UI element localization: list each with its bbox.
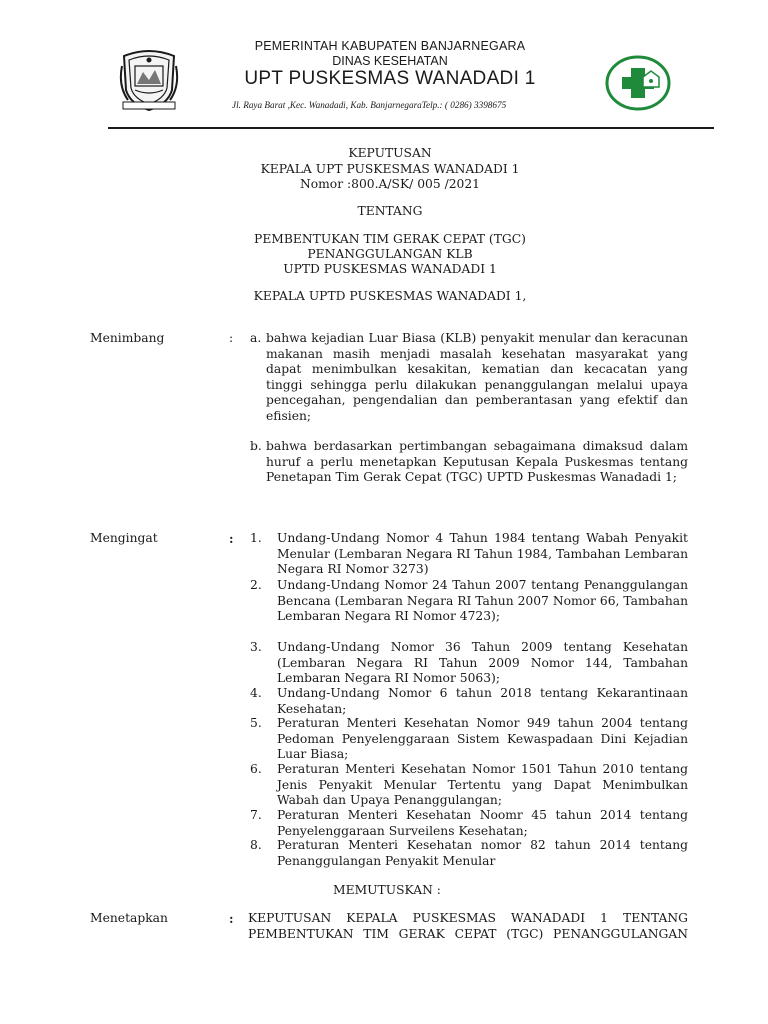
mengingat-marker-6: 6. — [250, 762, 262, 776]
mengingat-marker-4: 4. — [250, 686, 262, 700]
header-department: DINAS KESEHATAN — [332, 54, 448, 68]
menimbang-item-a: bahwa kejadian Luar Biasa (KLB) penyakit menular dan keracunan makanan masih menjadi masalah kesehatan masyarakat yang dapat menimbulkan kesakitan, kematian dan kecacatan yang tinggi sehingga perlu dilakukan penanggulangan melalui upaya pencegahan, pengendalian dan pemberantasan yang efektif dan efisien; — [266, 331, 688, 423]
menimbang-marker-a: a. — [250, 331, 262, 345]
kepala-heading: KEPALA UPTD PUSKESMAS WANADADI 1, — [253, 289, 527, 303]
mengingat-item-8: Peraturan Menteri Kesehatan nomor 82 tahun 2014 tentang Penanggulangan Penyakit Menular — [277, 838, 688, 868]
header-institution: UPT PUSKESMAS WANADADI 1 — [244, 68, 536, 89]
menetapkan-colon: : — [229, 911, 234, 926]
header-address: Jl. Raya Barat ,Kec. Wanadadi, Kab. BanjarnegaraTelp.: ( 0286) 3398675 — [232, 100, 507, 110]
menimbang-marker-b: b. — [250, 439, 262, 453]
subject-line-3: UPTD PUSKESMAS WANADADI 1 — [283, 262, 497, 276]
mengingat-marker-1: 1. — [250, 531, 262, 545]
mengingat-item-1: Undang-Undang Nomor 4 Tahun 1984 tentang Wabah Penyakit Menular (Lembaran Negara RI Tahun 1984, Tambahan Lembaran Negara RI Nomor 3273) — [277, 531, 688, 577]
mengingat-label: Mengingat — [90, 531, 158, 545]
header-divider — [108, 127, 714, 129]
menimbang-colon: : — [229, 331, 234, 345]
mengingat-item-4: Undang-Undang Nomor 6 tahun 2018 tentang Kekarantinaan Kesehatan; — [277, 686, 688, 716]
banjarnegara-emblem-icon — [118, 46, 180, 112]
memutuskan-heading: MEMUTUSKAN : — [333, 883, 441, 897]
mengingat-marker-2: 2. — [250, 578, 262, 592]
mengingat-item-3: Undang-Undang Nomor 36 Tahun 2009 tentang Kesehatan (Lembaran Negara RI Tahun 2009 Nomor 144, Tambahan Lembaran Negara RI Nomor 5063); — [277, 640, 688, 686]
mengingat-colon: : — [229, 531, 234, 546]
puskesmas-logo-icon — [605, 55, 671, 111]
mengingat-item-7: Peraturan Menteri Kesehatan Noomr 45 tahun 2014 tentang Penyelenggaraan Surveilens Kesehatan; — [277, 808, 688, 838]
mengingat-marker-3: 3. — [250, 640, 262, 654]
menimbang-label: Menimbang — [90, 331, 165, 345]
mengingat-item-6: Peraturan Menteri Kesehatan Nomor 1501 Tahun 2010 tentang Jenis Penyakit Menular Tertentu yang Dapat Menimbulkan Wabah dan Upaya Penanggulangan; — [277, 762, 688, 808]
header-government: PEMERINTAH KABUPATEN BANJARNEGARA — [254, 39, 526, 53]
subject-line-1: PEMBENTUKAN TIM GERAK CEPAT (TGC) — [254, 232, 526, 246]
doc-type: KEPUTUSAN — [348, 146, 432, 160]
doc-number: Nomor :800.A/SK/ 005 /2021 — [299, 177, 481, 191]
mengingat-marker-5: 5. — [250, 716, 262, 730]
doc-issuer: KEPALA UPT PUSKESMAS WANADADI 1 — [260, 162, 520, 176]
subject-line-2: PENANGGULANGAN KLB — [307, 247, 473, 261]
menetapkan-label: Menetapkan — [90, 911, 168, 925]
mengingat-marker-8: 8. — [250, 838, 262, 852]
menimbang-item-b: bahwa berdasarkan pertimbangan sebagaimana dimaksud dalam huruf a perlu menetapkan Keputusan Kepala Puskesmas tentang Penetapan Tim Gerak Cepat (TGC) UPTD Puskesmas Wanadadi 1; — [266, 439, 688, 485]
mengingat-item-2: Undang-Undang Nomor 24 Tahun 2007 tentang Penanggulangan Bencana (Lembaran Negara RI Tahun 2007 Nomor 66, Tambahan Lembaran Negara RI Nomor 4723); — [277, 578, 688, 624]
mengingat-marker-7: 7. — [250, 808, 262, 822]
mengingat-item-5: Peraturan Menteri Kesehatan Nomor 949 tahun 2004 tentang Pedoman Penyelenggaraan Sistem Kewaspadaan Dini Kejadian Luar Biasa; — [277, 716, 688, 762]
menetapkan-text: KEPUTUSAN KEPALA PUSKESMAS WANADADI 1 TENTANG PEMBENTUKAN TIM GERAK CEPAT (TGC) PENANGGULANGAN — [248, 911, 688, 941]
tentang-heading: TENTANG — [357, 204, 423, 218]
